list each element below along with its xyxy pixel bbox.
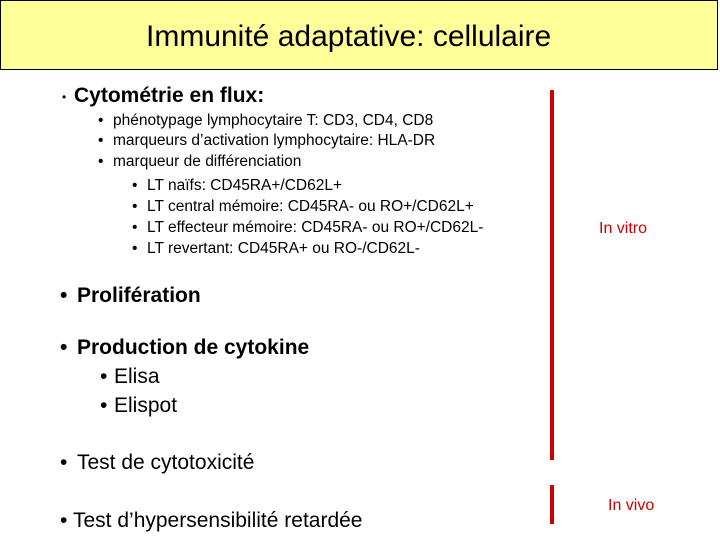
cytokine-item: Elispot xyxy=(114,394,178,417)
bullet-dot: • xyxy=(62,90,67,104)
bullet-dot: • xyxy=(60,336,68,359)
in-vitro-bracket-line xyxy=(550,90,554,460)
cytokine-item: Elisa xyxy=(114,365,160,388)
bullet-dot: • xyxy=(60,509,68,532)
slide-title: Immunité adaptative: cellulaire xyxy=(146,20,552,53)
cytometry-subitem: LT naïfs: CD45RA+/CD62L+ xyxy=(147,177,342,194)
cytometry-item: marqueurs d’activation lymphocytaire: HLA-DR xyxy=(113,132,436,149)
cytokine-heading: Production de cytokine xyxy=(77,336,310,359)
cytometry-subitem: LT revertant: CD45RA+ ou RO-/CD62L- xyxy=(147,240,420,257)
bullet-dot: • xyxy=(100,394,108,417)
in-vivo-label: In vivo xyxy=(608,497,655,514)
cytometry-heading: Cytométrie en flux: xyxy=(74,84,265,107)
bullet-dot: • xyxy=(60,284,68,307)
bullet-dot: • xyxy=(98,153,104,170)
cytometry-item: phénotypage lymphocytaire T: CD3, CD4, CD8 xyxy=(113,112,434,129)
title-banner xyxy=(0,0,718,70)
cytometry-item: marqueur de différenciation xyxy=(113,153,302,170)
in-vivo-bracket-line xyxy=(550,485,554,524)
proliferation-item: Prolifération xyxy=(77,284,201,307)
cytometry-subitem: LT effecteur mémoire: CD45RA- ou RO+/CD62L- xyxy=(147,219,484,236)
bullet-dot: • xyxy=(132,177,138,194)
bullet-dot: • xyxy=(98,132,104,149)
bullet-dot: • xyxy=(132,240,138,257)
bullet-dot: • xyxy=(132,219,138,236)
bullet-dot: • xyxy=(98,112,104,129)
hypersensitivity-item: Test d’hypersensibilité retardée xyxy=(73,509,363,532)
bullet-dot: • xyxy=(100,365,108,388)
in-vitro-label: In vitro xyxy=(599,220,648,237)
bullet-dot: • xyxy=(132,198,138,215)
cytotoxicity-item: Test de cytotoxicité xyxy=(77,451,255,474)
cytometry-subitem: LT central mémoire: CD45RA- ou RO+/CD62L+ xyxy=(147,198,474,215)
bullet-dot: • xyxy=(60,451,68,474)
